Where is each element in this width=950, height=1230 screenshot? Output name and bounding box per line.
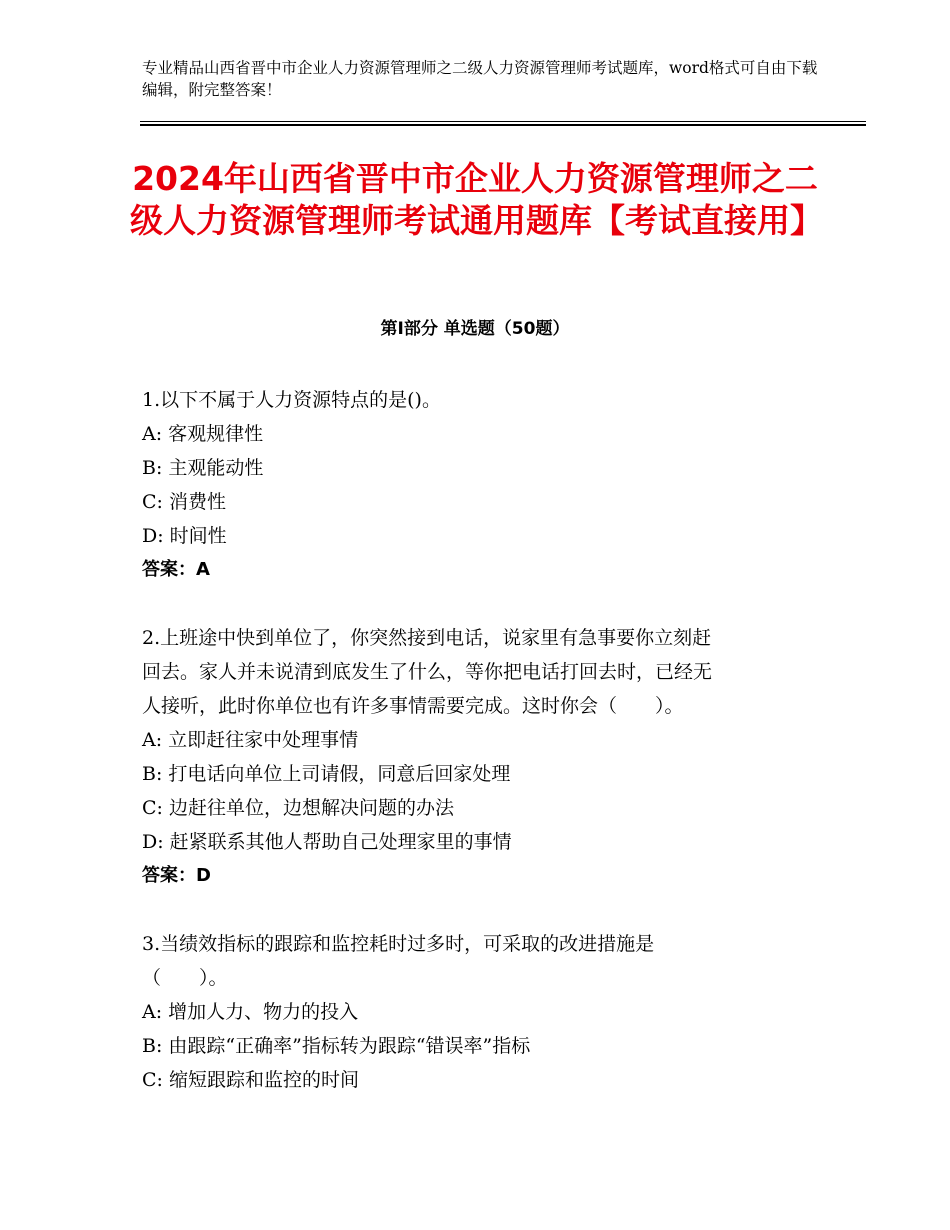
question-stem: 3.当绩效指标的跟踪和监控耗时过多时，可采取的改进措施是 <box>142 933 655 955</box>
question-stem: 人接听，此时你单位也有许多事情需要完成。这时你会（ ）。 <box>142 695 684 717</box>
section-heading: 第Ⅰ部分 单选题（50题） <box>380 319 570 339</box>
answer-label: 答案：D <box>142 865 211 886</box>
question-stem: （ ）。 <box>142 967 228 989</box>
header-rule-bottom <box>140 124 866 126</box>
question-2 <box>142 621 812 893</box>
question-1 <box>142 383 812 587</box>
option-d: D: 赶紧联系其他人帮助自己处理家里的事情 <box>142 831 512 853</box>
document-title: 2024年山西省晋中市企业人力资源管理师之二级人力资源管理师考试通用题库【考试直接用】 <box>130 159 823 240</box>
question-3 <box>142 927 812 1097</box>
answer-label: 答案：A <box>142 559 210 580</box>
question-list <box>142 383 812 1131</box>
option-a: A: 立即赶往家中处理事情 <box>142 729 359 751</box>
option-b: B: 打电话向单位上司请假，同意后回家处理 <box>142 763 511 785</box>
question-stem: 2.上班途中快到单位了，你突然接到电话，说家里有急事要你立刻赶 <box>142 627 712 649</box>
question-stem: 回去。家人并未说清到底发生了什么，等你把电话打回去时，已经无 <box>142 661 713 683</box>
option-c: C: 消费性 <box>142 491 226 513</box>
option-b: B: 主观能动性 <box>142 457 264 479</box>
option-c: C: 缩短跟踪和监控的时间 <box>142 1069 359 1091</box>
header-note: 专业精品山西省晋中市企业人力资源管理师之二级人力资源管理师考试题库，word格式可自由下载编辑，附完整答案！ <box>142 59 818 99</box>
header-rule-top <box>140 121 866 122</box>
option-c: C: 边赶往单位，边想解决问题的办法 <box>142 797 454 819</box>
option-a: A: 客观规律性 <box>142 423 264 445</box>
question-stem: 1.以下不属于人力资源特点的是()。 <box>142 389 441 411</box>
option-a: A: 增加人力、物力的投入 <box>142 1001 359 1023</box>
option-b: B: 由跟踪“正确率”指标转为跟踪“错误率”指标 <box>142 1035 531 1057</box>
option-d: D: 时间性 <box>142 525 227 547</box>
